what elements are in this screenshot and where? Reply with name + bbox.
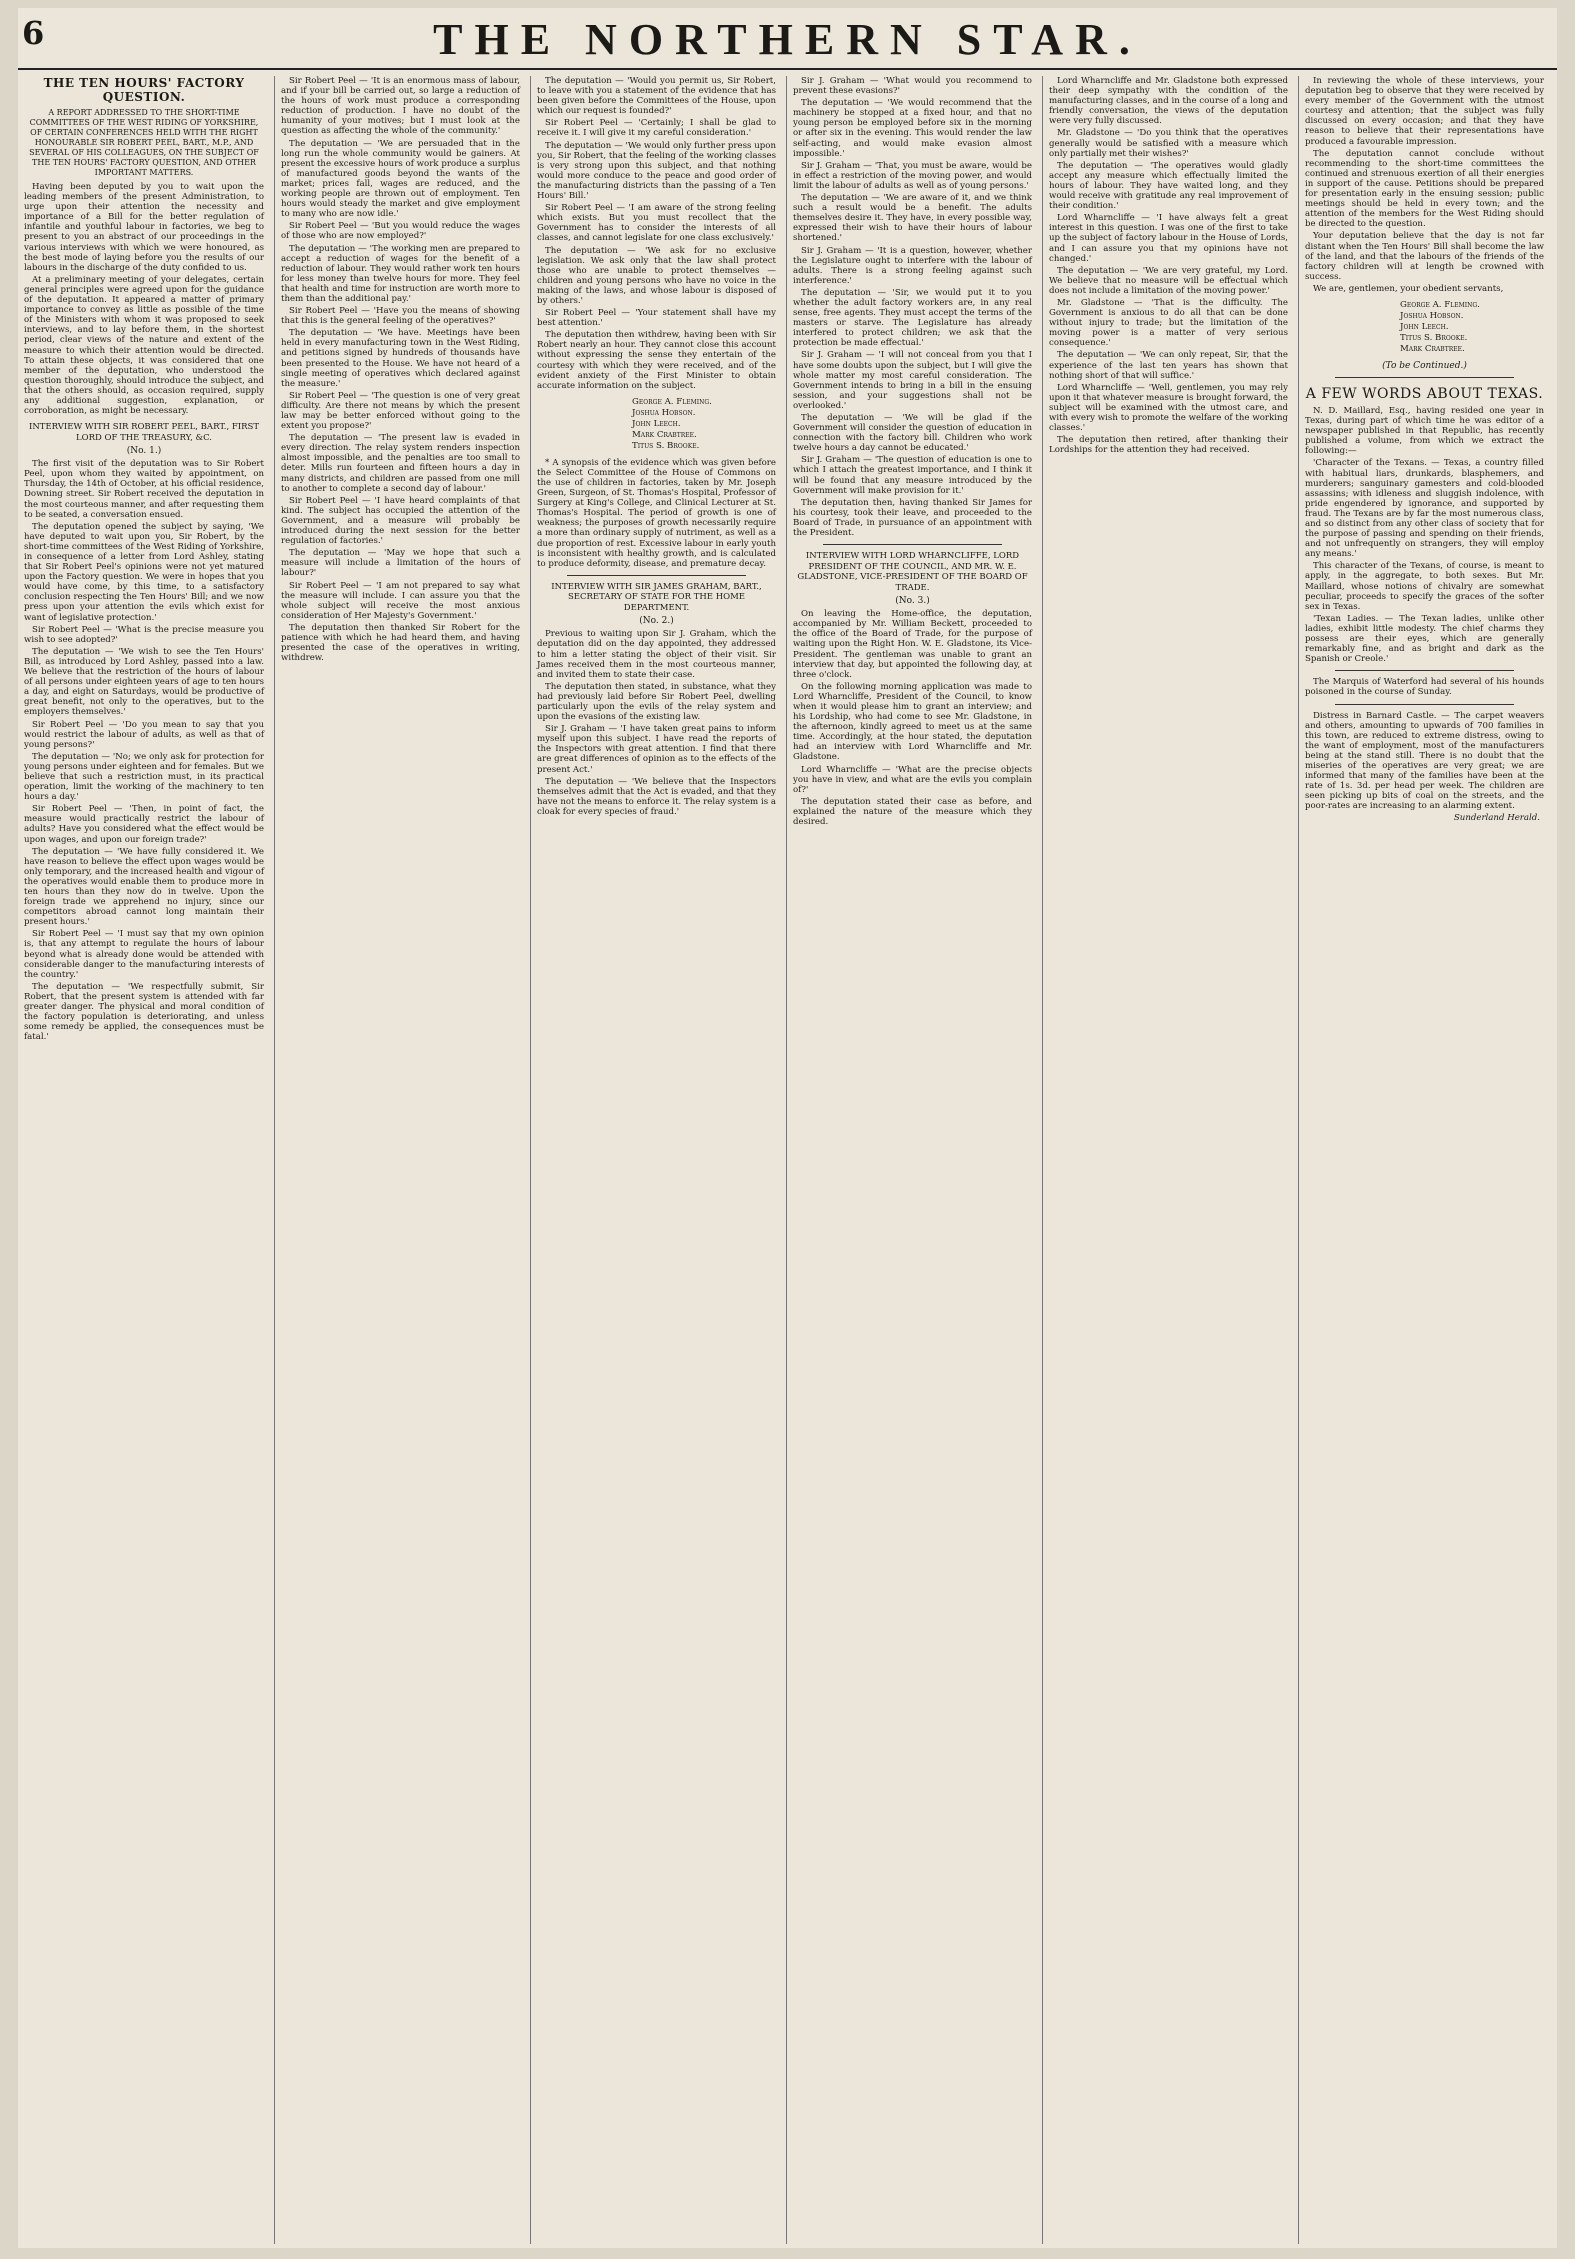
paragraph: The deputation — 'May we hope that such a measure will include a limitation of the hours of labour?' [281, 548, 520, 579]
column-5 [1042, 76, 1294, 2244]
section-number: (No. 1.) [126, 446, 162, 457]
paragraph: Sir Robert Peel — 'Have you the means of showing that this is the general feeling of the operatives?' [281, 306, 520, 327]
paragraph: Mr. Gladstone — 'That is the difficulty. The Government is anxious to do all that can be done without injury to trade; but the limitation of the moving power is a matter of very serious consequence.' [1049, 297, 1288, 349]
paragraph: The deputation then stated, in substance, what they had previously laid before Sir Robert Peel, dwelling particularly upon the evils of the relay system and upon the evasions of the existing law. [537, 681, 776, 723]
paragraph: Previous to waiting upon Sir J. Graham, which the deputation did on the day appointed, they addressed to him a letter stating the object of their visit. Sir James received them in the most courteous manner, and invited them to state their case. [537, 629, 776, 680]
paragraph: The deputation stated their case as before, and explained the nature of the measure which they desired. [793, 796, 1032, 827]
section-heading: INTERVIEW WITH SIR JAMES GRAHAM, BART., SECRETARY OF STATE FOR THE HOME DEPARTMENT. [551, 581, 762, 613]
paragraph: The first visit of the deputation was to Sir Robert Peel, upon whom they waited by appointment, on Thursday, the 14th of October, at his official residence, Downing street. Sir Robert received the deputation in the most courteous manner, and after requesting them to be seated, a conversation ensued. [24, 459, 264, 520]
column-4 [786, 76, 1038, 2244]
column-2 [274, 76, 526, 2244]
paragraph: The deputation — 'We would only further press upon you, Sir Robert, that the feeling of the working classes is very strong upon this subject, and that nothing would more conduce to the peace and good order of the manufacturing districts than the passing of a Ten Hours' Bill.' [537, 140, 776, 202]
paragraph: The deputation then retired, after thanking their Lordships for the attention they had received. [1049, 435, 1288, 456]
column-3 [530, 76, 782, 2244]
paragraph: Sir J. Graham — 'It is a question, however, whether the Legislature ought to interfere with the labour of adults. There is a strong feeling against such interference.' [793, 245, 1032, 286]
paragraph: Your deputation believe that the day is not far distant when the Ten Hours' Bill shall become the law of the land, and that the labours of the friends of the factory children will at length be crowned with success. [1305, 231, 1544, 282]
divider [1335, 704, 1514, 705]
paragraph: Sir Robert Peel — 'I am aware of the strong feeling which exists. But you must recollect that the Government has to consider the interests of all classes, and cannot legislate for one class exclusively.' [537, 203, 776, 244]
paragraph: The Marquis of Waterford had several of his hounds poisoned in the course of Sunday. [1305, 677, 1544, 698]
paragraph: Distress in Barnard Castle. — The carpet weavers and others, amounting to upwards of 700 families in this town, are reduced to extreme distress, owing to the want of employment, most of the manufacturers being at the stand still. There is no doubt that the miseries of the operatives are very great; we are informed that many of the families have been at the rate of 1s. 3d. per head per week. The children are seen picking up bits of coal on the streets, and the poor-rates are increasing to an alarming extent. [1305, 710, 1544, 812]
column-1 [18, 76, 270, 2244]
paragraph: The deputation — 'We are aware of it, and we think such a result would be a benefit. The adults themselves desire it. They have, in every possible way, expressed their wish to have their hours of labour shortened.' [793, 193, 1032, 244]
paragraph: Sir Robert Peel — 'Then, in point of fact, the measure would practically restrict the labour of adults? Have you considered what the effect would be upon wages, and upon our foreign trade?' [24, 804, 264, 845]
paragraph: The deputation — 'The operatives would gladly accept any measure which effectually limited the hours of labour. They have waited long, and they would receive with gratitude any real improvement of their condition.' [1049, 160, 1288, 212]
paragraph: At a preliminary meeting of your delegates, certain general principles were agreed upon for the guidance of the deputation. It appeared a matter of primary importance to convey as little as possible of the time of the Ministers with whom it was proposed to seek interviews, and to lay before them, in the shortest period, clear views of the nature and extent of the measure to which their attention would be directed. To attain these objects, it was considered that one member of the deputation, who understood the question thoroughly, should introduce the subject, and that the others should, as occasion required, supply any additional suggestion, explanation, or corroboration, as might be necessary. [24, 274, 264, 417]
paragraph: 'Texan Ladies. — The Texan ladies, unlike other ladies, exhibit little modesty. The chief charms they possess are their eyes, which are generally remarkably fine, and as bright and dark as the Spanish or Creole.' [1305, 613, 1544, 665]
newspaper-title: THE NORTHERN STAR. [433, 15, 1142, 64]
paragraph: Lord Wharncliffe — 'What are the precise objects you have in view, and what are the evils you complain of?' [793, 764, 1032, 795]
paragraph: Sir J. Graham — 'I will not conceal from you that I have some doubts upon the subject, but I will give the whole matter my most careful consideration. The Government intends to bring in a bill in the ensuing session, and your suggestions shall not be overlooked.' [793, 350, 1032, 411]
paragraph: The deputation — 'We have. Meetings have been held in every manufacturing town in the West Riding, and petitions signed by hundreds of thousands have been presented to the House. We have not heard of a single meeting of operatives which declared against the measure.' [281, 328, 520, 389]
paragraph: The deputation — 'We will be glad if the Government will consider the question of education in connection with the factory bill. Children who work twelve hours a day cannot be educated.' [793, 413, 1032, 454]
columns [18, 76, 1557, 2244]
masthead [18, 8, 1557, 70]
paragraph: The deputation — 'We wish to see the Ten Hours' Bill, as introduced by Lord Ashley, passed into a law. We believe that the restriction of the hours of labour of all persons under eighteen years of age to ten hours a day, and eight on Saturdays, would be productive of great benefit, not only to the operatives, but to the employers themselves.' [24, 646, 264, 718]
paragraph: Lord Wharncliffe — 'Well, gentlemen, you may rely upon it that whatever measure is brought forward, the subject will be examined with the utmost care, and with every wish to promote the welfare of the working classes.' [1049, 382, 1288, 434]
paragraph: Sir J. Graham — 'The question of education is one to which I attach the greatest importance, and I think it will be found that any measure introduced by the Government will make provision for it.' [793, 455, 1032, 496]
signatory: Titus S. Brooke. [1400, 332, 1468, 343]
paragraph: Sir Robert Peel — 'But you would reduce the wages of those who are now employed?' [281, 221, 520, 242]
paragraph: This character of the Texans, of course, is meant to apply, in the aggregate, to both sexes. But Mr. Maillard, whose notions of chivalry are somewhat peculiar, proceeds to specify the graces of the softer sex in Texas. [1305, 561, 1544, 612]
signatory: Mark Crabtree. [1400, 343, 1465, 354]
signatory: George A. Fleming. [632, 396, 712, 407]
paragraph: Lord Wharncliffe and Mr. Gladstone both expressed their deep sympathy with the condition of the manufacturing classes, and in the course of a long and friendly conversation, the views of the deputation were very fully discussed. [1049, 76, 1288, 127]
paragraph: The deputation — 'We believe that the Inspectors themselves admit that the Act is evaded, and that they have not the means to enforce it. The relay system is a cloak for every species of fraud.' [537, 776, 776, 817]
signatory: John Leech. [632, 418, 681, 429]
paragraph: The deputation — 'Would you permit us, Sir Robert, to leave with you a statement of the evidence that has been given before the Committees of the House, upon which our request is founded?' [537, 76, 776, 117]
paragraph: Sir Robert Peel — 'Do you mean to say that you would restrict the labour of adults, as well as that of young persons?' [24, 719, 264, 750]
paragraph: We are, gentlemen, your obedient servants, [1313, 283, 1504, 294]
paragraph: Sir Robert Peel — 'Your statement shall have my best attention.' [537, 308, 776, 329]
paragraph: Sir Robert Peel — 'I have heard complaints of that kind. The subject has occupied the attention of the Government, and a measure will probably be introduced during the next session for the better regulation of factories.' [281, 495, 520, 547]
paragraph: The deputation — 'Sir, we would put it to you whether the adult factory workers are, in any real sense, free agents. They must accept the terms of the masters or starve. The Legislature has already interfered to protect children; we ask that the protection be made effectual.' [793, 287, 1032, 349]
paragraph: Sir Robert Peel — 'It is an enormous mass of labour, and if your bill be carried out, so large a reduction of the hours of work must produce a corresponding reduction of production. I have no doubt of the humanity of your motives; but I must look at the question as affecting the whole of the community.' [281, 76, 520, 137]
column-6 [1298, 76, 1550, 2244]
divider [1335, 670, 1514, 671]
paragraph: In reviewing the whole of these interviews, your deputation beg to observe that they were received by every member of the Government with the utmost courtesy and attention; that the subject was fully discussed on every occasion; and that they have reason to believe that their representations have produced a favourable impression. [1305, 76, 1544, 147]
page-number: 6 [22, 14, 45, 52]
signatory: Joshua Hobson. [1400, 310, 1464, 321]
signatory: Mark Crabtree. [632, 429, 697, 440]
paragraph: Lord Wharncliffe — 'I have always felt a great interest in this question. I was one of the first to take up the subject of factory labour in the House of Lords, and I can assure you that my opinions have not changed.' [1049, 213, 1288, 264]
section-number: (No. 3.) [895, 596, 930, 607]
signatory: Joshua Hobson. [632, 407, 696, 418]
paragraph: The deputation — 'We ask for no exclusive legislation. We ask only that the law shall protect those who are unable to protect themselves — children and young persons who have no voice in the making of the laws, and whose labour is disposed of by others.' [537, 245, 776, 306]
paragraph: The deputation — 'We have fully considered it. We have reason to believe the effect upon wages would be only temporary, and the increased health and vigour of the operatives would enable them to produce more in ten hours than they now do in twelve. Upon the foreign trade we apprehend no injury, since our competitors abroad cannot long maintain their present hours.' [24, 846, 264, 928]
article-title: THE TEN HOURS' FACTORY QUESTION. [43, 76, 245, 104]
section-heading: INTERVIEW WITH SIR ROBERT PEEL, BART., FIRST LORD OF THE TREASURY, &C. [29, 422, 259, 443]
paragraph: Sir J. Graham — 'I have taken great pains to inform myself upon this subject. I have read the reports of the Inspectors with great attention. I find that there are great differences of opinion as to the effects of the present Act.' [537, 724, 776, 775]
paragraph: The deputation — 'We are persuaded that in the long run the whole community would be gainers. At present the excessive hours of work produce a surplus of manufactured goods beyond the wants of the market; prices fall, wages are reduced, and the working people are thrown out of employment. Ten hours would steady the market and give employment to many who are now idle.' [281, 138, 520, 220]
divider [567, 575, 746, 576]
paragraph: N. D. Maillard, Esq., having resided one year in Texas, during part of which time he was editor of a newspaper published in that Republic, has recently published a volume, from which we extract the following:— [1305, 405, 1544, 457]
paragraph: The deputation then, having thanked Sir James for his courtesy, took their leave, and proceeded to the Board of Trade, in pursuance of an appointment with the President. [793, 497, 1032, 539]
paragraph: Sir J. Graham — 'What would you recommend to prevent these evasions?' [793, 76, 1032, 97]
paragraph: Having been deputed by you to wait upon the leading members of the present Administration, to urge upon their attention the necessity and importance of a Bill for the better regulation of infantile and youthful labour in factories, we beg to present to you an abstract of our proceedings in the various interviews with which we were honoured, as the best mode of laying before you the results of our labours in the discharge of the duty confided to us. [24, 182, 264, 273]
paragraph: The deputation — 'The present law is evaded in every direction. The relay system renders inspection almost impossible, and the penalties are too small to deter. Mills run fourteen and fifteen hours a day in many districts, and children are passed from one mill to another to complete a second day of labour.' [281, 433, 520, 494]
signatory: John Leech. [1400, 321, 1449, 332]
section-heading: INTERVIEW WITH LORD WHARNCLIFFE, LORD PRESIDENT OF THE COUNCIL, AND MR. W. E. GLADSTONE, VICE-PRESIDENT OF THE BOARD OF TRADE. [797, 551, 1028, 593]
article-deck: A REPORT ADDRESSED TO THE SHORT-TIME COMMITTEES OF THE WEST RIDING OF YORKSHIRE, OF CERTAIN CONFERENCES HELD WITH THE RIGHT HONOURABLE SIR ROBERT PEEL, BART., M.P., AND SEVERAL OF HIS COLLEAGUES, ON THE SUBJECT OF THE TEN HOURS' FACTORY QUESTION, AND OTHER IMPORTANT MATTERS. [29, 108, 259, 177]
paragraph: The deputation then withdrew, having been with Sir Robert nearly an hour. They cannot close this account without expressing the sense they entertain of the courtesy with which they were received, and of the evident anxiety of the First Minister to obtain accurate information on the subject. [537, 330, 776, 391]
divider [1335, 377, 1514, 378]
paragraph: On leaving the Home-office, the deputation, accompanied by Mr. William Beckett, proceeded to the office of the Board of Trade, for the purpose of waiting upon the Right Hon. W. E. Gladstone, its Vice-President. The gentleman was unable to grant an interview that day, but appointed the following day, at three o'clock. [793, 609, 1032, 680]
paragraph: Sir Robert Peel — 'I must say that my own opinion is, that any attempt to regulate the hours of labour beyond what is already done would be attended with considerable danger to the manufacturing interests of the country.' [24, 929, 264, 980]
paragraph: The deputation then thanked Sir Robert for the patience with which he had heard them, and having presented the case of the operatives in writing, withdrew. [281, 622, 520, 664]
paragraph: The deputation — 'The working men are prepared to accept a reduction of wages for the benefit of a reduction of labour. They would rather work ten hours for less money than twelve hours for more. They feel that health and time for instruction are worth more to them than the additional pay.' [281, 243, 520, 304]
signatory: Titus S. Brooke. [632, 440, 700, 451]
paragraph: Sir J. Graham — 'That, you must be aware, would be in effect a restriction of the moving power, and would limit the labour of adults as well as of young persons.' [793, 160, 1032, 191]
newspaper-page [18, 8, 1557, 2248]
signatory: George A. Fleming. [1400, 299, 1480, 310]
divider [823, 544, 1002, 545]
paragraph: The deputation — 'We respectfully submit, Sir Robert, that the present system is attended with far greater danger. The physical and moral condition of the factory population is deteriorating, and unless some remedy be applied, the consequences must be fatal.' [24, 981, 264, 1043]
to-be-continued: (To be Continued.) [1382, 360, 1467, 371]
paragraph: Sir Robert Peel — 'The question is one of very great difficulty. Are there not means by which the present law may be better enforced without going to the extent you propose?' [281, 390, 520, 432]
paragraph: Sir Robert Peel — 'I am not prepared to say what the measure will include. I can assure you that the whole subject will receive the most anxious consideration of Her Majesty's Government.' [281, 580, 520, 621]
paragraph: The deputation opened the subject by saying, 'We have deputed to wait upon you, Sir Robert, by the short-time committees of the West Riding of Yorkshire, in consequence of a letter from Lord Ashley, stating that Sir Robert Peel's opinions were not yet matured upon the Factory question. We were in hopes that you would have come, by this time, to a satisfactory conclusion respecting the Ten Hours' Bill; and we now press upon your attention the evils which exist for want of legislative protection.' [24, 521, 264, 623]
paragraph: The deputation cannot conclude without recommending to the short-time committees the continued and strenuous exertion of all their energies in support of the cause. Petitions should be prepared for presentation early in the ensuing session; public meetings should be held in every town; and the attention of the members for the West Riding should be directed to the question. [1305, 148, 1544, 230]
paragraph: 'Character of the Texans. — Texas, a country filled with habitual liars, drunkards, blasphemers, and murderers; sanguinary gamesters and cold-blooded assassins; with idleness and sluggish indolence, with pride engendered by ignorance, and supported by fraud. The Texans are by far the most numerous class, and so distinct from any other class of society that for the purpose of passing and spending on their friends, and not unfrequently on strangers, they will employ any means.' [1305, 458, 1544, 560]
paragraph: Mr. Gladstone — 'Do you think that the operatives generally would be satisfied with a measure which only partially met their wishes?' [1049, 128, 1288, 159]
paragraph: The deputation — 'We are very grateful, my Lord. We believe that no measure will be effectual which does not include a limitation of the moving power.' [1049, 265, 1288, 296]
source-credit: Sunderland Herald. [1453, 813, 1540, 824]
footnote: * A synopsis of the evidence which was given before the Select Committee of the House of Commons on the use of children in factories, taken by Mr. Joseph Green, Surgeon, of St. Thomas's Hospital, Professor of Surgery at King's College, and Clinical Lecturer at St. Thomas's Hospital. The period of growth is one of weakness; the purposes of growth necessarily require a more than ordinary supply of nutriment, as well as a due proportion of rest. Excessive labour in early youth is inconsistent with healthy growth, and is calculated to produce deformity, disease, and premature decay. [537, 457, 776, 569]
signatories [632, 397, 776, 452]
paragraph: Sir Robert Peel — 'Certainly; I shall be glad to receive it. I will give it my careful consideration.' [537, 118, 776, 139]
signatories [1400, 300, 1544, 355]
paragraph: On the following morning application was made to Lord Wharncliffe, President of the Council, to know when it would please him to grant an interview; and his Lordship, who had come to see Mr. Gladstone, in the afternoon, kindly agreed to meet us at the same time. Accordingly, at the hour stated, the deputation had an interview with Lord Wharncliffe and Mr. Gladstone. [793, 681, 1032, 763]
paragraph: Sir Robert Peel — 'What is the precise measure you wish to see adopted?' [24, 624, 264, 645]
section-number: (No. 2.) [639, 616, 674, 627]
article-title: A FEW WORDS ABOUT TEXAS. [1305, 385, 1544, 402]
paragraph: The deputation — 'We would recommend that the machinery be stopped at a fixed hour, and that no young person be employed before six in the morning or after six in the evening. This would render the law self-acting, and would make evasion almost impossible.' [793, 98, 1032, 159]
paragraph: The deputation — 'We can only repeat, Sir, that the experience of the last ten years has shown that nothing short of that will suffice.' [1049, 350, 1288, 381]
paragraph: The deputation — 'No; we only ask for protection for young persons under eighteen and for females. But we believe that such a restriction must, in its practical operation, limit the working of the machinery to ten hours a day.' [24, 751, 264, 803]
